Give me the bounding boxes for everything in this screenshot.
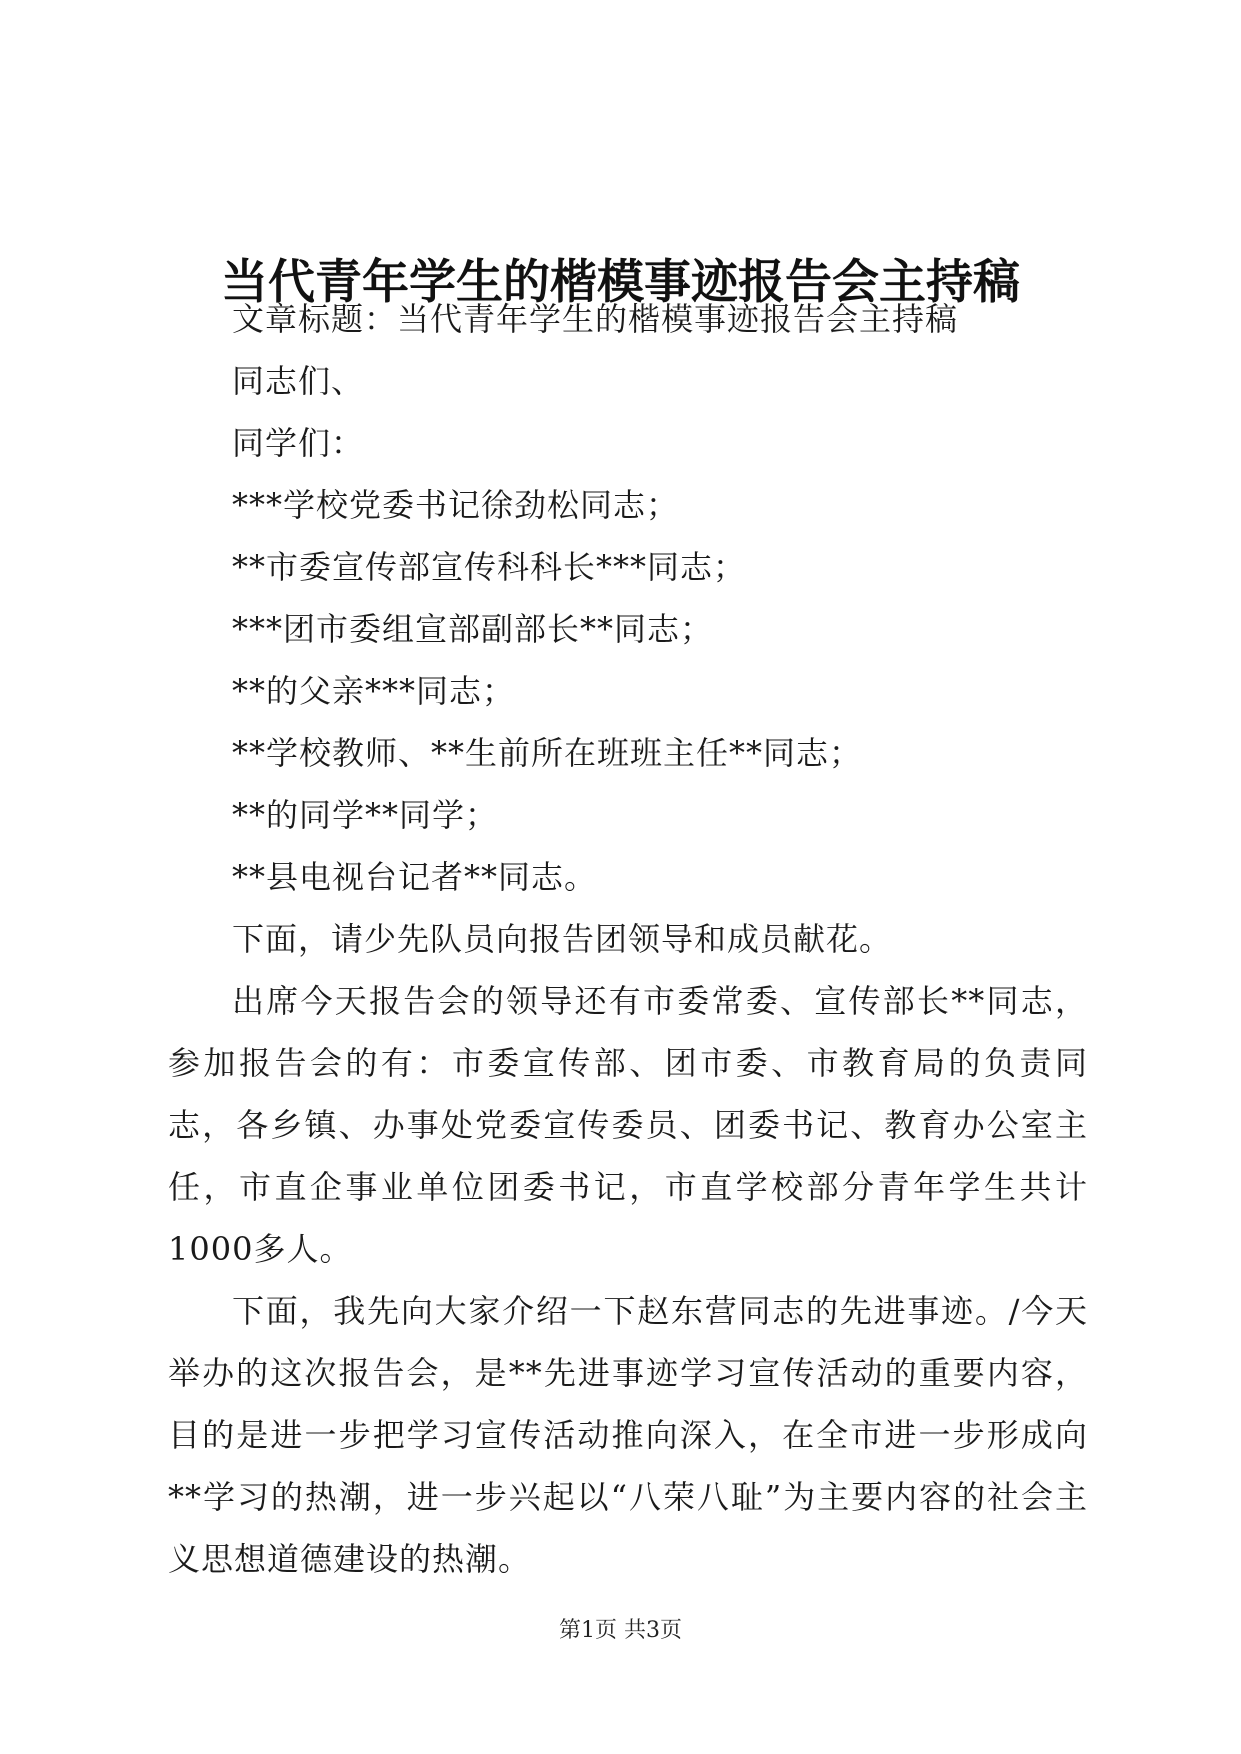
salutation-comrades: 同志们、 <box>232 362 365 400</box>
attendance-paragraph: 出席今天报告会的领导还有市委常委、宣传部长**同志，参加报告会的有：市委宣传部、团市委、市教育局的负责同志，各乡镇、办事处党委宣传委员、团委书记、教育办公室主任，市直企事业单位团委书记，市直学校部分青年学生共计1000多人。 <box>168 982 1088 1268</box>
salutation-students: 同学们： <box>232 424 365 462</box>
document-title: 当代青年学生的楷模事迹报告会主持稿 <box>221 255 1020 311</box>
attendee-line: **市委宣传部宣传科科长***同志； <box>232 548 747 586</box>
attendee-line: **的父亲***同志； <box>232 672 516 710</box>
attendee-line: **学校教师、**生前所在班班主任**同志； <box>232 734 863 772</box>
attendee-line: **县电视台记者**同志。 <box>232 858 598 896</box>
attendee-line: ***学校党委书记徐劲松同志； <box>232 486 680 524</box>
introduction-paragraph: 下面，我先向大家介绍一下赵东营同志的先进事迹。/今天举办的这次报告会，是**先进事迹学习宣传活动的重要内容，目的是进一步把学习宣传活动推向深入，在全市进一步形成向**学习的热潮，进一步兴起以“八荣八耻”为主要内容的社会主义思想道德建设的热潮。 <box>168 1292 1088 1578</box>
document-body <box>168 288 1088 1590</box>
attendee-line: ***团市委组宣部副部长**同志； <box>232 610 714 648</box>
flower-presentation-line: 下面，请少先队员向报告团领导和成员献花。 <box>232 920 893 958</box>
attendee-line: **的同学**同学； <box>232 796 499 834</box>
article-title-line: 文章标题：当代青年学生的楷模事迹报告会主持稿 <box>232 300 959 338</box>
page-footer: 第1页 共3页 <box>559 1618 682 1643</box>
